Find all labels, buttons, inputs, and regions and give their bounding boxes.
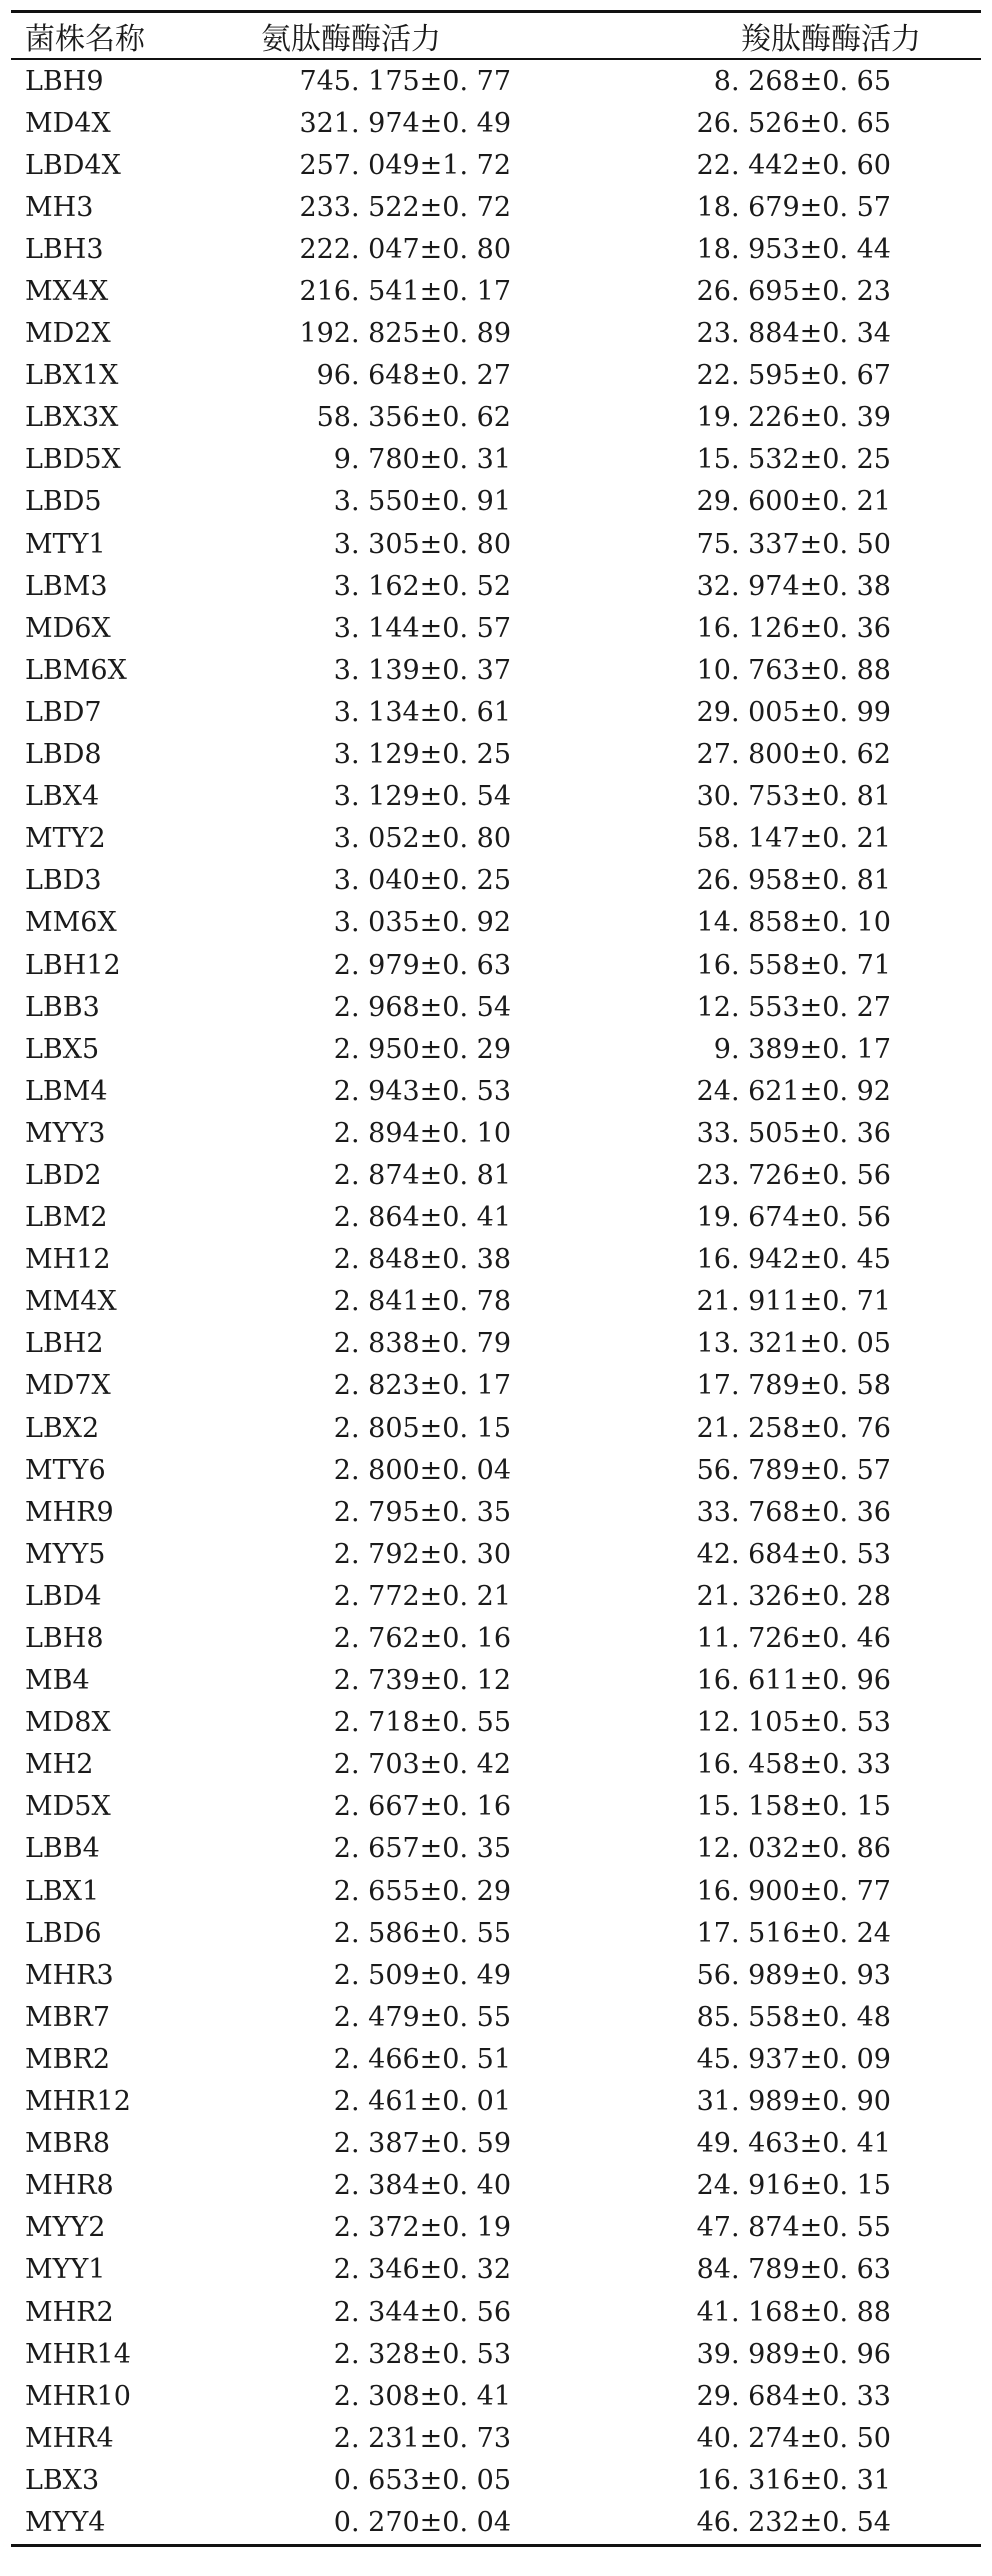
table-row: [11, 1070, 981, 1112]
aminopeptidase-activity-cell: 58. 356±0. 62: [316, 402, 511, 434]
strain-name-cell: MM4X: [25, 1286, 117, 1318]
carboxypeptidase-activity-cell: 29. 684±0. 33: [696, 2380, 891, 2412]
carboxypeptidase-activity-cell: 12. 553±0. 27: [696, 991, 891, 1023]
strain-name-cell: LBH8: [25, 1623, 104, 1655]
strain-name-cell: LBX1: [25, 1875, 100, 1907]
carboxypeptidase-activity-cell: 75. 337±0. 50: [696, 528, 891, 560]
aminopeptidase-activity-cell: 2. 657±0. 35: [333, 1833, 511, 1865]
aminopeptidase-activity-cell: 9. 780±0. 31: [333, 444, 511, 476]
aminopeptidase-activity-cell: 2. 703±0. 42: [333, 1749, 511, 1781]
strain-name-cell: LBH9: [25, 65, 104, 97]
strain-name-cell: LBX5: [25, 1033, 100, 1065]
strain-name-cell: MHR2: [25, 2296, 114, 2328]
carboxypeptidase-activity-cell: 24. 916±0. 15: [696, 2170, 891, 2202]
table-row: [11, 691, 981, 733]
strain-name-cell: LBH2: [25, 1328, 104, 1360]
aminopeptidase-activity-cell: 2. 838±0. 79: [333, 1328, 511, 1360]
strain-name-cell: LBX1X: [25, 360, 119, 392]
strain-name-cell: LBB4: [25, 1833, 100, 1865]
table-row: [11, 2501, 981, 2545]
strain-name-cell: MD6X: [25, 612, 111, 644]
strain-name-cell: LBD8: [25, 739, 102, 771]
table-row: [11, 2038, 981, 2080]
carboxypeptidase-activity-cell: 17. 516±0. 24: [696, 1917, 891, 1949]
table-row: [11, 2417, 981, 2459]
carboxypeptidase-activity-cell: 15. 532±0. 25: [696, 444, 891, 476]
table-row: [11, 902, 981, 944]
carboxypeptidase-activity-cell: 16. 316±0. 31: [696, 2464, 891, 2496]
table-row: [11, 1281, 981, 1323]
aminopeptidase-activity-cell: 2. 874±0. 81: [333, 1159, 511, 1191]
strain-name-cell: LBD3: [25, 865, 102, 897]
table-row: [11, 1996, 981, 2038]
table-row: [11, 2375, 981, 2417]
strain-name-cell: LBD5: [25, 486, 102, 518]
strain-name-cell: MD4X: [25, 107, 111, 139]
carboxypeptidase-activity-cell: 21. 326±0. 28: [696, 1580, 891, 1612]
carboxypeptidase-activity-cell: 31. 989±0. 90: [696, 2086, 891, 2118]
table-row: [11, 776, 981, 818]
strain-name-cell: MHR12: [25, 2086, 131, 2118]
carboxypeptidase-activity-cell: 56. 989±0. 93: [696, 1959, 891, 1991]
aminopeptidase-activity-cell: 2. 848±0. 38: [333, 1244, 511, 1276]
aminopeptidase-activity-cell: 2. 655±0. 29: [333, 1875, 511, 1907]
table-row: [11, 1828, 981, 1870]
table-row: [11, 2081, 981, 2123]
carboxypeptidase-activity-cell: 16. 558±0. 71: [696, 949, 891, 981]
table-row: [11, 649, 981, 691]
table-row: [11, 818, 981, 860]
carboxypeptidase-activity-cell: 26. 958±0. 81: [696, 865, 891, 897]
carboxypeptidase-activity-cell: 11. 726±0. 46: [696, 1623, 891, 1655]
carboxypeptidase-activity-cell: 18. 953±0. 44: [696, 233, 891, 265]
table-row: [11, 2459, 981, 2501]
aminopeptidase-activity-cell: 2. 762±0. 16: [333, 1623, 511, 1655]
table-row: [11, 2333, 981, 2375]
table-row: [11, 355, 981, 397]
aminopeptidase-activity-cell: 2. 372±0. 19: [333, 2212, 511, 2244]
table-row: [11, 2165, 981, 2207]
table-row: [11, 944, 981, 986]
carboxypeptidase-activity-cell: 26. 695±0. 23: [696, 276, 891, 308]
aminopeptidase-activity-cell: 2. 795±0. 35: [333, 1496, 511, 1528]
strain-name-cell: LBB3: [25, 991, 100, 1023]
strain-name-cell: LBM6X: [25, 654, 127, 686]
carboxypeptidase-activity-cell: 19. 674±0. 56: [696, 1202, 891, 1234]
table-row: [11, 59, 981, 102]
strain-name-cell: MD2X: [25, 318, 111, 350]
carboxypeptidase-activity-cell: 21. 258±0. 76: [696, 1412, 891, 1444]
header-carboxypeptidase-activity: 羧肽酶酶活力: [741, 21, 921, 57]
table-row: [11, 1575, 981, 1617]
aminopeptidase-activity-cell: 222. 047±0. 80: [299, 233, 511, 265]
strain-name-cell: LBM3: [25, 570, 108, 602]
table-row: [11, 1365, 981, 1407]
header-strain-name: 菌株名称: [25, 21, 145, 57]
table-row: [11, 1112, 981, 1154]
aminopeptidase-activity-cell: 2. 387±0. 59: [333, 2128, 511, 2160]
header-aminopeptidase-activity: 氨肽酶酶活力: [261, 21, 441, 57]
carboxypeptidase-activity-cell: 56. 789±0. 57: [696, 1454, 891, 1486]
carboxypeptidase-activity-cell: 30. 753±0. 81: [696, 781, 891, 813]
strain-name-cell: LBD4X: [25, 149, 121, 181]
table-row: [11, 313, 981, 355]
table-row: [11, 2249, 981, 2291]
strain-name-cell: LBD7: [25, 696, 102, 728]
strain-name-cell: MH3: [25, 191, 94, 223]
enzyme-activity-table: [11, 10, 981, 2547]
aminopeptidase-activity-cell: 3. 550±0. 91: [333, 486, 511, 518]
strain-name-cell: LBH3: [25, 233, 104, 265]
aminopeptidase-activity-cell: 96. 648±0. 27: [316, 360, 511, 392]
carboxypeptidase-activity-cell: 45. 937±0. 09: [696, 2043, 891, 2075]
carboxypeptidase-activity-cell: 17. 789±0. 58: [696, 1370, 891, 1402]
aminopeptidase-activity-cell: 3. 144±0. 57: [333, 612, 511, 644]
strain-name-cell: MBR8: [25, 2128, 110, 2160]
strain-name-cell: LBH12: [25, 949, 121, 981]
strain-name-cell: MHR14: [25, 2338, 131, 2370]
aminopeptidase-activity-cell: 0. 653±0. 05: [333, 2464, 511, 2496]
table-row: [11, 986, 981, 1028]
carboxypeptidase-activity-cell: 10. 763±0. 88: [696, 654, 891, 686]
carboxypeptidase-activity-cell: 14. 858±0. 10: [696, 907, 891, 939]
aminopeptidase-activity-cell: 2. 384±0. 40: [333, 2170, 511, 2202]
carboxypeptidase-activity-cell: 24. 621±0. 92: [696, 1075, 891, 1107]
table-row: [11, 228, 981, 270]
table-row: [11, 1870, 981, 1912]
strain-name-cell: LBX2: [25, 1412, 100, 1444]
strain-name-cell: MYY4: [25, 2506, 106, 2538]
aminopeptidase-activity-cell: 2. 344±0. 56: [333, 2296, 511, 2328]
carboxypeptidase-activity-cell: 84. 789±0. 63: [696, 2254, 891, 2286]
strain-name-cell: LBD4: [25, 1580, 102, 1612]
strain-name-cell: MBR2: [25, 2043, 110, 2075]
aminopeptidase-activity-cell: 2. 328±0. 53: [333, 2338, 511, 2370]
strain-name-cell: MYY3: [25, 1117, 106, 1149]
strain-name-cell: LBD5X: [25, 444, 121, 476]
carboxypeptidase-activity-cell: 16. 942±0. 45: [696, 1244, 891, 1276]
strain-name-cell: MHR3: [25, 1959, 114, 1991]
aminopeptidase-activity-cell: 192. 825±0. 89: [299, 318, 511, 350]
aminopeptidase-activity-cell: 2. 800±0. 04: [333, 1454, 511, 1486]
aminopeptidase-activity-cell: 2. 950±0. 29: [333, 1033, 511, 1065]
carboxypeptidase-activity-cell: 29. 600±0. 21: [696, 486, 891, 518]
table-row: [11, 1533, 981, 1575]
aminopeptidase-activity-cell: 3. 129±0. 54: [333, 781, 511, 813]
aminopeptidase-activity-cell: 2. 792±0. 30: [333, 1538, 511, 1570]
carboxypeptidase-activity-cell: 26. 526±0. 65: [696, 107, 891, 139]
carboxypeptidase-activity-cell: 15. 158±0. 15: [696, 1791, 891, 1823]
table-row: [11, 2123, 981, 2165]
strain-name-cell: MHR10: [25, 2380, 131, 2412]
aminopeptidase-activity-cell: 257. 049±1. 72: [299, 149, 511, 181]
strain-name-cell: LBD2: [25, 1159, 102, 1191]
carboxypeptidase-activity-cell: 29. 005±0. 99: [696, 696, 891, 728]
header-row: [11, 12, 981, 60]
carboxypeptidase-activity-cell: 85. 558±0. 48: [696, 2001, 891, 2033]
aminopeptidase-activity-cell: 3. 052±0. 80: [333, 823, 511, 855]
carboxypeptidase-activity-cell: 27. 800±0. 62: [696, 739, 891, 771]
aminopeptidase-activity-cell: 2. 231±0. 73: [333, 2422, 511, 2454]
carboxypeptidase-activity-cell: 22. 442±0. 60: [696, 149, 891, 181]
table-row: [11, 1197, 981, 1239]
strain-name-cell: MBR7: [25, 2001, 110, 2033]
aminopeptidase-activity-cell: 2. 864±0. 41: [333, 1202, 511, 1234]
table-row: [11, 481, 981, 523]
carboxypeptidase-activity-cell: 39. 989±0. 96: [696, 2338, 891, 2370]
carboxypeptidase-activity-cell: 23. 726±0. 56: [696, 1159, 891, 1191]
table-row: [11, 2207, 981, 2249]
aminopeptidase-activity-cell: 2. 894±0. 10: [333, 1117, 511, 1149]
strain-name-cell: MM6X: [25, 907, 117, 939]
strain-name-cell: MHR8: [25, 2170, 114, 2202]
strain-name-cell: MX4X: [25, 276, 109, 308]
strain-name-cell: LBM4: [25, 1075, 108, 1107]
carboxypeptidase-activity-cell: 16. 611±0. 96: [696, 1665, 891, 1697]
carboxypeptidase-activity-cell: 33. 505±0. 36: [696, 1117, 891, 1149]
carboxypeptidase-activity-cell: 8. 268±0. 65: [713, 65, 891, 97]
strain-name-cell: MD8X: [25, 1707, 111, 1739]
table-row: [11, 102, 981, 144]
carboxypeptidase-activity-cell: 19. 226±0. 39: [696, 402, 891, 434]
aminopeptidase-activity-cell: 2. 943±0. 53: [333, 1075, 511, 1107]
carboxypeptidase-activity-cell: 21. 911±0. 71: [696, 1286, 891, 1318]
carboxypeptidase-activity-cell: 58. 147±0. 21: [696, 823, 891, 855]
table-row: [11, 144, 981, 186]
aminopeptidase-activity-cell: 2. 466±0. 51: [333, 2043, 511, 2075]
aminopeptidase-activity-cell: 3. 162±0. 52: [333, 570, 511, 602]
carboxypeptidase-activity-cell: 32. 974±0. 38: [696, 570, 891, 602]
carboxypeptidase-activity-cell: 46. 232±0. 54: [696, 2506, 891, 2538]
strain-name-cell: MHR9: [25, 1496, 114, 1528]
carboxypeptidase-activity-cell: 47. 874±0. 55: [696, 2212, 891, 2244]
aminopeptidase-activity-cell: 3. 129±0. 25: [333, 739, 511, 771]
aminopeptidase-activity-cell: 2. 509±0. 49: [333, 1959, 511, 1991]
aminopeptidase-activity-cell: 233. 522±0. 72: [299, 191, 511, 223]
carboxypeptidase-activity-cell: 22. 595±0. 67: [696, 360, 891, 392]
aminopeptidase-activity-cell: 3. 305±0. 80: [333, 528, 511, 560]
enzyme-activity-table-container: [11, 10, 981, 2547]
table-row: [11, 439, 981, 481]
table-header: [11, 12, 981, 60]
strain-name-cell: LBM2: [25, 1202, 108, 1234]
table-row: [11, 607, 981, 649]
carboxypeptidase-activity-cell: 33. 768±0. 36: [696, 1496, 891, 1528]
carboxypeptidase-activity-cell: 12. 032±0. 86: [696, 1833, 891, 1865]
table-row: [11, 1702, 981, 1744]
strain-name-cell: MYY5: [25, 1538, 106, 1570]
strain-name-cell: LBX4: [25, 781, 100, 813]
aminopeptidase-activity-cell: 2. 461±0. 01: [333, 2086, 511, 2118]
aminopeptidase-activity-cell: 2. 841±0. 78: [333, 1286, 511, 1318]
table-row: [11, 523, 981, 565]
carboxypeptidase-activity-cell: 42. 684±0. 53: [696, 1538, 891, 1570]
table-row: [11, 1491, 981, 1533]
strain-name-cell: MTY6: [25, 1454, 106, 1486]
carboxypeptidase-activity-cell: 23. 884±0. 34: [696, 318, 891, 350]
aminopeptidase-activity-cell: 2. 739±0. 12: [333, 1665, 511, 1697]
carboxypeptidase-activity-cell: 16. 126±0. 36: [696, 612, 891, 644]
strain-name-cell: MYY1: [25, 2254, 106, 2286]
aminopeptidase-activity-cell: 2. 308±0. 41: [333, 2380, 511, 2412]
aminopeptidase-activity-cell: 2. 586±0. 55: [333, 1917, 511, 1949]
table-row: [11, 565, 981, 607]
table-row: [11, 1744, 981, 1786]
strain-name-cell: MH12: [25, 1244, 111, 1276]
carboxypeptidase-activity-cell: 40. 274±0. 50: [696, 2422, 891, 2454]
aminopeptidase-activity-cell: 2. 805±0. 15: [333, 1412, 511, 1444]
strain-name-cell: LBX3: [25, 2464, 100, 2496]
strain-name-cell: MYY2: [25, 2212, 106, 2244]
table-row: [11, 2291, 981, 2333]
aminopeptidase-activity-cell: 3. 139±0. 37: [333, 654, 511, 686]
strain-name-cell: MTY1: [25, 528, 106, 560]
aminopeptidase-activity-cell: 3. 035±0. 92: [333, 907, 511, 939]
aminopeptidase-activity-cell: 2. 667±0. 16: [333, 1791, 511, 1823]
strain-name-cell: MD5X: [25, 1791, 111, 1823]
aminopeptidase-activity-cell: 3. 134±0. 61: [333, 696, 511, 728]
table-row: [11, 1154, 981, 1196]
table-row: [11, 1407, 981, 1449]
aminopeptidase-activity-cell: 2. 718±0. 55: [333, 1707, 511, 1739]
table-row: [11, 270, 981, 312]
carboxypeptidase-activity-cell: 13. 321±0. 05: [696, 1328, 891, 1360]
table-row: [11, 1660, 981, 1702]
table-row: [11, 397, 981, 439]
carboxypeptidase-activity-cell: 16. 458±0. 33: [696, 1749, 891, 1781]
strain-name-cell: LBX3X: [25, 402, 119, 434]
table-row: [11, 1449, 981, 1491]
aminopeptidase-activity-cell: 2. 346±0. 32: [333, 2254, 511, 2286]
strain-name-cell: LBD6: [25, 1917, 102, 1949]
strain-name-cell: MD7X: [25, 1370, 111, 1402]
table-row: [11, 734, 981, 776]
table-row: [11, 1239, 981, 1281]
table-row: [11, 1786, 981, 1828]
aminopeptidase-activity-cell: 2. 968±0. 54: [333, 991, 511, 1023]
aminopeptidase-activity-cell: 321. 974±0. 49: [299, 107, 511, 139]
aminopeptidase-activity-cell: 3. 040±0. 25: [333, 865, 511, 897]
aminopeptidase-activity-cell: 2. 772±0. 21: [333, 1580, 511, 1612]
strain-name-cell: MTY2: [25, 823, 106, 855]
table-row: [11, 860, 981, 902]
aminopeptidase-activity-cell: 2. 479±0. 55: [333, 2001, 511, 2033]
strain-name-cell: MH2: [25, 1749, 94, 1781]
table-row: [11, 1028, 981, 1070]
table-row: [11, 186, 981, 228]
aminopeptidase-activity-cell: 2. 823±0. 17: [333, 1370, 511, 1402]
strain-name-cell: MB4: [25, 1665, 90, 1697]
carboxypeptidase-activity-cell: 18. 679±0. 57: [696, 191, 891, 223]
table-row: [11, 1954, 981, 1996]
aminopeptidase-activity-cell: 2. 979±0. 63: [333, 949, 511, 981]
carboxypeptidase-activity-cell: 12. 105±0. 53: [696, 1707, 891, 1739]
table-row: [11, 1323, 981, 1365]
aminopeptidase-activity-cell: 216. 541±0. 17: [299, 276, 511, 308]
aminopeptidase-activity-cell: 745. 175±0. 77: [299, 65, 511, 97]
strain-name-cell: MHR4: [25, 2422, 114, 2454]
carboxypeptidase-activity-cell: 16. 900±0. 77: [696, 1875, 891, 1907]
aminopeptidase-activity-cell: 0. 270±0. 04: [333, 2506, 511, 2538]
table-body: [11, 59, 981, 2545]
carboxypeptidase-activity-cell: 41. 168±0. 88: [696, 2296, 891, 2328]
table-row: [11, 1912, 981, 1954]
carboxypeptidase-activity-cell: 9. 389±0. 17: [713, 1033, 891, 1065]
carboxypeptidase-activity-cell: 49. 463±0. 41: [696, 2128, 891, 2160]
table-row: [11, 1617, 981, 1659]
